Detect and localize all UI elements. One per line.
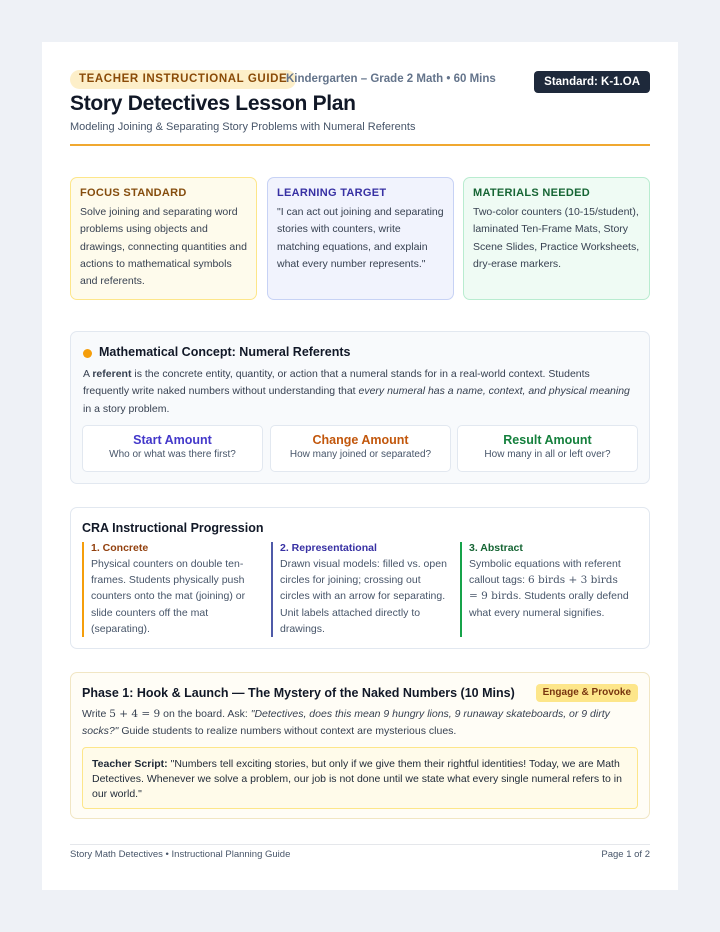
text-run: Write: [82, 708, 110, 720]
header-meta: [70, 70, 650, 94]
step-title: 1. Concrete: [91, 542, 149, 554]
concept-paragraph: [83, 366, 635, 418]
cra-section: [70, 507, 650, 649]
start-amount-box: [82, 425, 263, 472]
standard-badge: Standard: K-1.OA: [534, 71, 650, 93]
footer-title: Story Math Detectives • Instructional Planning Guide: [70, 849, 291, 860]
card-title: LEARNING TARGET: [277, 187, 387, 199]
bullet-dot-icon: [83, 349, 92, 358]
card-text: "I can act out joining and separating stories with counters, write matching equations, and explain what every number represents.": [277, 206, 444, 270]
amount-name: Change Amount: [312, 433, 409, 447]
overview-cards: [70, 177, 650, 301]
materials-card: [463, 177, 650, 300]
footer-divider: [70, 844, 650, 845]
section-title: CRA Instructional Progression: [82, 521, 264, 535]
amount-name: Result Amount: [503, 433, 592, 447]
cra-step-representational: [271, 542, 451, 637]
step-text: Physical counters on double ten-frames. Students physically push counters onto the mat (joining) or slide counters off the mat (separating).: [91, 558, 246, 635]
teacher-script-box: [82, 747, 638, 809]
concept-section: [70, 331, 650, 484]
section-title: Phase 1: Hook & Launch — The Mystery of the Naked Numbers (10 Mins): [82, 686, 515, 700]
amount-name: Start Amount: [133, 433, 212, 447]
page-title: Story Detectives Lesson Plan: [70, 92, 356, 115]
learning-target-card: [267, 177, 454, 300]
math-expression: 6 birds + 3 birds: [527, 574, 618, 587]
bold-term: referent: [92, 368, 132, 380]
grade-info: Kindergarten – Grade 2 Math • 60 Mins: [286, 73, 496, 85]
card-title: MATERIALS NEEDED: [473, 187, 591, 199]
card-text: Two-color counters (10-15/student), laminated Ten-Frame Mats, Story Scene Slides, Practice Worksheets, dry-erase markers.: [473, 206, 640, 270]
card-text: Solve joining and separating word problems using objects and drawings, connecting quantities and actions to mathematical symbols and referents.: [80, 206, 247, 288]
script-text: "Numbers tell exciting stories, but only if we give them their rightful identities! Today, we are Math Detectives. Whenever we solve a problem, our job is not done until we state what every single numeral refers to in our world.": [92, 758, 622, 801]
step-title: 3. Abstract: [469, 542, 523, 554]
text-run: on the board. Ask:: [160, 708, 251, 720]
cra-step-abstract: [460, 542, 640, 637]
text-run: in a story problem.: [83, 402, 170, 415]
italic-quote: "Detectives, does this mean 9 hungry lions, 9 runaway skateboards, or 9 dirty socks?": [82, 708, 610, 738]
italic-phrase: every numeral has a name, context, and physical meaning: [358, 385, 630, 398]
amount-desc: How many in all or left over?: [484, 449, 611, 460]
page-subtitle: Modeling Joining & Separating Story Problems with Numeral Referents: [70, 121, 416, 133]
script-label: Teacher Script:: [92, 758, 168, 770]
text-run: A: [83, 368, 93, 380]
cra-step-concrete: [82, 542, 262, 637]
header-divider: [70, 144, 650, 146]
phase-tag: Engage & Provoke: [536, 684, 638, 702]
result-amount-box: [457, 425, 638, 472]
phase-1-section: [70, 672, 650, 819]
step-text: [469, 556, 640, 621]
step-text: Drawn visual models: filled vs. open circles for joining; crossing out circles with an arrow for separating. Unit labels attached directly to drawings.: [280, 558, 447, 635]
lesson-plan-page: [42, 42, 678, 890]
change-amount-box: [270, 425, 451, 472]
card-title: FOCUS STANDARD: [80, 187, 187, 199]
math-expression: 5 + 4 = 9: [109, 708, 161, 720]
page-number: Page 1 of 2: [601, 849, 650, 860]
focus-standard-card: [70, 177, 257, 300]
amount-desc: How many joined or separated?: [289, 449, 432, 460]
text-run: Symbolic equations with referent callout tags:: [469, 558, 621, 587]
section-title: Mathematical Concept: Numeral Referents: [99, 345, 351, 359]
guide-label: TEACHER INSTRUCTIONAL GUIDE: [70, 70, 296, 89]
step-title: 2. Representational: [280, 542, 377, 554]
text-run: is the concrete entity, quantity, or action that a numeral stands for in a real-world context. Students frequently write naked numbers without understanding that: [83, 368, 590, 398]
amount-desc: Who or what was there first?: [109, 449, 236, 460]
math-expression: = 9 birds: [469, 590, 519, 603]
phase-intro: [82, 706, 638, 741]
text-run: . Students orally defend what every numeral signifies.: [469, 590, 629, 619]
text-run: Guide students to realize numbers without context are mysterious clues.: [118, 725, 457, 738]
